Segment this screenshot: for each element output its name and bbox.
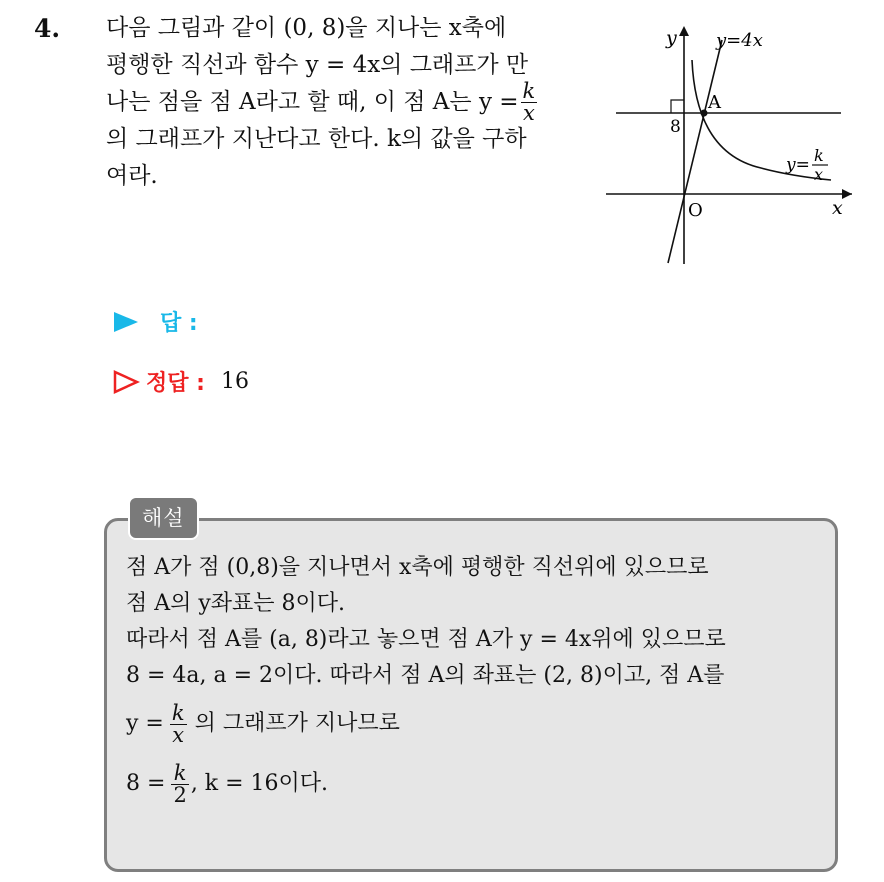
- correct-answer-row: [112, 366, 249, 397]
- origin-label: O: [688, 200, 703, 221]
- right-angle-mark: [671, 100, 684, 113]
- y-axis-label: y: [666, 27, 677, 49]
- question-text: [106, 10, 586, 195]
- point-a: [701, 110, 708, 117]
- explanation-line-5: [126, 694, 832, 754]
- question-fraction: [521, 81, 538, 124]
- explanation-line-6-fraction: [171, 760, 188, 807]
- question-line-3-text: 나는 점을 점 A라고 할 때, 이 점 A는 y =: [106, 89, 519, 115]
- question-line-2: 평행한 직선과 함수 y = 4x의 그래프가 만: [106, 52, 529, 78]
- explanation-line-6-numerator: k: [171, 763, 188, 785]
- question-line-1: 다음 그림과 같이 (0, 8)을 지나는 x축에: [106, 15, 507, 41]
- explanation-line-3: 따라서 점 A를 (a, 8)라고 놓으면 점 A가 y = 4x위에 있으므로: [126, 627, 726, 652]
- line-label: y=4x: [716, 30, 763, 51]
- fraction-numerator: k: [522, 79, 536, 103]
- question-line-5: 여라.: [106, 163, 158, 189]
- answer-label: 답 :: [160, 311, 198, 336]
- explanation-line-5-denominator: x: [172, 722, 185, 747]
- explanation-line-5-prefix: y =: [126, 711, 164, 736]
- explanation-line-5-fraction: [170, 700, 187, 747]
- explanation-line-6-denominator: 2: [173, 782, 187, 807]
- x-axis-arrow: [842, 189, 852, 199]
- curve-label-denominator: x: [814, 165, 824, 184]
- correct-answer-label: 정답 :: [146, 371, 205, 396]
- explanation-text: [126, 550, 832, 814]
- tick-8-label: 8: [670, 117, 681, 137]
- explanation-line-6-prefix: 8 =: [126, 771, 166, 796]
- explanation-tag: 해설: [128, 496, 199, 540]
- play-triangle-icon: [112, 310, 140, 334]
- line-y-4x: [668, 40, 722, 263]
- answer-row: [112, 306, 198, 337]
- explanation-line-4: 8 = 4a, a = 2이다. 따라서 점 A의 좌표는 (2, 8)이고, 점 A를: [126, 663, 725, 688]
- correct-answer-value: 16: [220, 369, 249, 394]
- point-a-label: A: [708, 92, 721, 113]
- function-graph: [606, 18, 856, 268]
- explanation-line-1: 점 A가 점 (0,8)을 지나면서 x축에 평행한 직선위에 있으므로: [126, 555, 709, 580]
- explanation-line-5-suffix: 의 그래프가 지나므로: [194, 711, 400, 736]
- question-line-4: 의 그래프가 지난다고 한다. k의 값을 구하: [106, 126, 527, 152]
- explanation-line-6-suffix: , k = 16이다.: [190, 771, 329, 796]
- y-axis-arrow: [679, 26, 689, 36]
- curve-label-numerator: k: [814, 146, 824, 165]
- fraction-denominator: x: [522, 101, 535, 125]
- outline-triangle-icon: [112, 370, 140, 394]
- explanation-line-6: [126, 754, 832, 814]
- curve-label-prefix: y=: [786, 155, 810, 175]
- explanation-line-2: 점 A의 y좌표는 8이다.: [126, 591, 346, 616]
- question-number: 4.: [34, 14, 61, 43]
- explanation-line-5-numerator: k: [171, 700, 185, 725]
- x-axis-label: x: [832, 197, 843, 219]
- question-line-3: [106, 79, 586, 125]
